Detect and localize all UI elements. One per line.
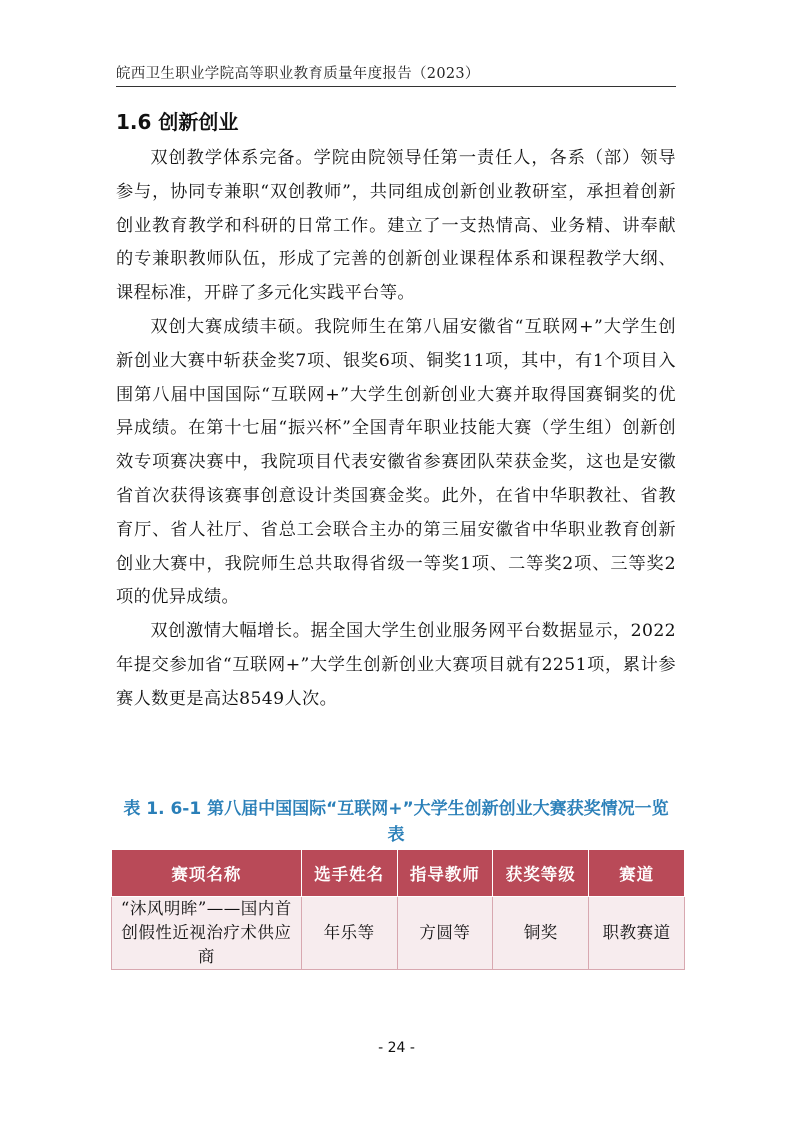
table-row [112,897,685,970]
cell-contestant: 年乐等 [301,897,397,970]
paragraph-system: 双创教学体系完备。学院由院领导任第一责任人，各系（部）领导参与，协同专兼职“双创教师”，共同组成创新创业教研室，承担着创新创业教育教学和科研的日常工作。建立了一支热情高、业务精、讲奉献的专兼职教师队伍，形成了完善的创新创业课程体系和课程教学大纲、课程标准，开辟了多元化实践平台等。 [116,148,676,304]
cell-award-level: 铜奖 [493,897,589,970]
header-award-level: 获奖等级 [493,850,589,897]
page-number: - 24 - [378,1040,415,1056]
cell-event-name: “沐风明眸”——国内首创假性近视治疗术供应商 [112,897,302,970]
table-header-row [112,850,685,897]
running-header: 皖西卫生职业学院高等职业教育质量年度报告（2023） [116,66,480,82]
awards-table [111,849,685,970]
header-event-name: 赛项名称 [112,850,302,897]
body-text [116,142,676,717]
cell-track: 职教赛道 [589,897,685,970]
section-title: 1.6 创新创业 [116,110,239,134]
paragraph-competition: 双创大赛成绩丰硕。我院师生在第八届安徽省“互联网+”大学生创新创业大赛中斩获金奖7项、银奖6项、铜奖11项，其中，有1个项目入围第八届中国国际“互联网+”大学生创新创业大赛并取得国赛铜奖的优异成绩。在第十七届“振兴杯”全国青年职业技能大赛（学生组）创新创效专项赛决赛中，我院项目代表安徽省参赛团队荣获金奖，这也是安徽省首次获得该赛事创意设计类国赛金奖。此外，在省中华职教社、省教育厅、省人社厅、省总工会联合主办的第三届安徽省中华职业教育创新创业大赛中，我院师生总共取得省级一等奖1项、二等奖2项、三等奖2项的优异成绩。 [116,316,676,608]
cell-advisor: 方圆等 [397,897,493,970]
header-track: 赛道 [589,850,685,897]
header-contestant: 选手姓名 [301,850,397,897]
table-caption: 表 1. 6-1 第八届中国国际“互联网+”大学生创新创业大赛获奖情况一览表 [123,799,669,845]
paragraph-enthusiasm: 双创激情大幅增长。据全国大学生创业服务网平台数据显示，2022年提交参加省“互联网+”大学生创新创业大赛项目就有2251项，累计参赛人数更是高达8549人次。 [116,621,676,709]
header-advisor: 指导教师 [397,850,493,897]
header-divider [116,86,676,87]
